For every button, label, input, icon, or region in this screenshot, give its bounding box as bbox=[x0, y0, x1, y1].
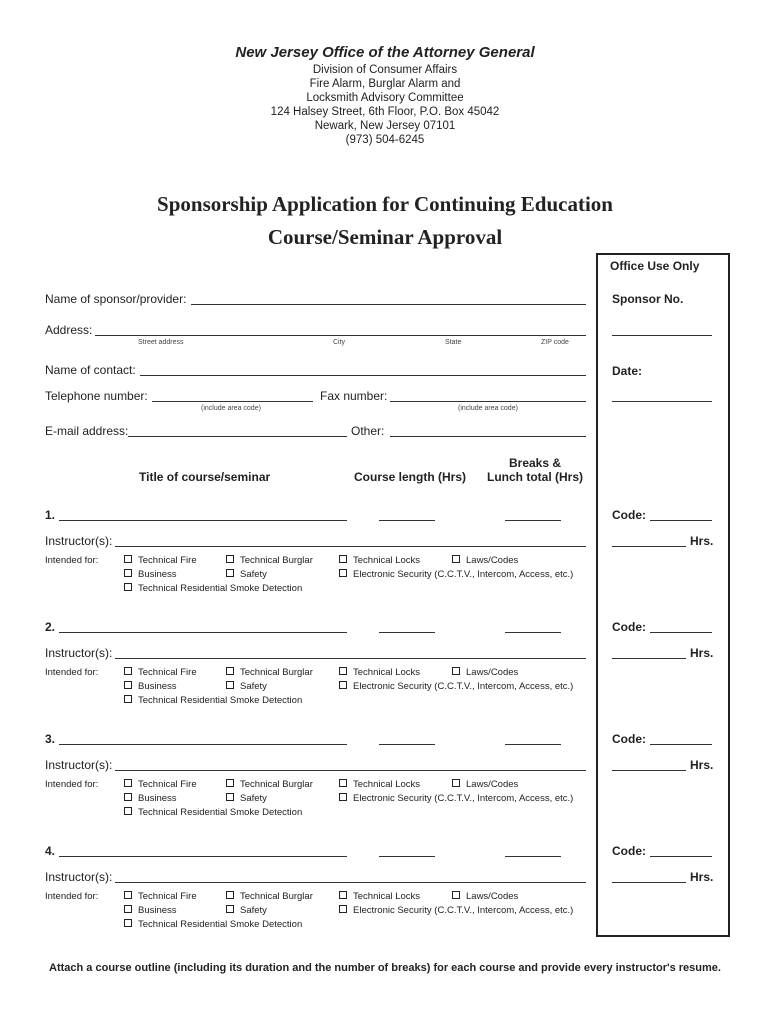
option-label: Laws/Codes bbox=[466, 555, 519, 566]
course-length-field[interactable] bbox=[379, 632, 435, 633]
option-label: Laws/Codes bbox=[466, 891, 519, 902]
sponsor-field[interactable] bbox=[191, 304, 586, 305]
option-label: Safety bbox=[240, 681, 267, 692]
option-label: Technical Burglar bbox=[240, 891, 313, 902]
code-label: Code: bbox=[612, 620, 646, 634]
address-label: Address: bbox=[45, 323, 93, 337]
option-label: Business bbox=[138, 569, 177, 580]
option-label: Safety bbox=[240, 905, 267, 916]
option-label: Electronic Security (C.C.T.V., Intercom, Access, etc.) bbox=[353, 569, 574, 580]
agency-address: 124 Halsey Street, 6th Floor, P.O. Box 45042 bbox=[270, 106, 500, 118]
form-title-line-1: Sponsorship Application for Continuing Education bbox=[157, 192, 613, 216]
checkbox-icon[interactable] bbox=[452, 667, 460, 675]
option-label: Technical Locks bbox=[353, 555, 421, 566]
code-label: Code: bbox=[612, 508, 646, 522]
address-field[interactable] bbox=[95, 335, 586, 336]
option-label: Electronic Security (C.C.T.V., Intercom, Access, etc.) bbox=[353, 905, 574, 916]
checkbox-icon[interactable] bbox=[124, 905, 132, 913]
telephone-label: Telephone number: bbox=[45, 389, 148, 403]
checkbox-icon[interactable] bbox=[452, 891, 460, 899]
instructors-field[interactable] bbox=[115, 658, 586, 659]
option-technical-fire[interactable] bbox=[124, 555, 197, 566]
other-field[interactable] bbox=[390, 436, 586, 437]
city-hint: City bbox=[333, 339, 346, 346]
checkbox-icon[interactable] bbox=[124, 667, 132, 675]
course-length-field[interactable] bbox=[379, 520, 435, 521]
instructors-label: Instructor(s): bbox=[45, 870, 113, 884]
email-field[interactable] bbox=[128, 436, 347, 437]
sponsor-no-field[interactable] bbox=[612, 335, 712, 336]
option-technical-burglar[interactable] bbox=[226, 667, 313, 678]
code-label: Code: bbox=[612, 732, 646, 746]
office-use-heading: Office Use Only bbox=[610, 259, 700, 273]
checkbox-icon[interactable] bbox=[339, 681, 347, 689]
intended-label: Intended for: bbox=[45, 891, 99, 902]
option-laws-codes[interactable] bbox=[452, 891, 518, 902]
option-label: Technical Fire bbox=[138, 555, 197, 566]
date-field[interactable] bbox=[612, 401, 712, 402]
instructors-field[interactable] bbox=[115, 882, 586, 883]
option-safety[interactable] bbox=[226, 681, 267, 692]
option-residential-smoke[interactable] bbox=[124, 583, 302, 594]
option-label: Safety bbox=[240, 793, 267, 804]
checkbox-icon[interactable] bbox=[339, 779, 347, 787]
option-safety[interactable] bbox=[226, 793, 267, 804]
option-label: Technical Residential Smoke Detection bbox=[138, 695, 303, 706]
checkbox-icon[interactable] bbox=[124, 891, 132, 899]
option-electronic-security[interactable] bbox=[339, 793, 573, 804]
checkbox-icon[interactable] bbox=[124, 569, 132, 577]
zip-hint: ZIP code bbox=[541, 339, 569, 346]
fax-label: Fax number: bbox=[320, 389, 388, 403]
code-field[interactable] bbox=[650, 856, 712, 857]
hours-field[interactable] bbox=[612, 546, 686, 547]
code-field[interactable] bbox=[650, 744, 712, 745]
option-technical-burglar[interactable] bbox=[226, 555, 313, 566]
course-number: 2. bbox=[45, 620, 56, 634]
code-label: Code: bbox=[612, 844, 646, 858]
hours-label: Hrs. bbox=[690, 646, 714, 660]
option-laws-codes[interactable] bbox=[452, 667, 518, 678]
checkbox-icon[interactable] bbox=[226, 779, 234, 787]
option-residential-smoke[interactable] bbox=[124, 807, 302, 818]
option-safety[interactable] bbox=[226, 905, 267, 916]
fax-hint: (include area code) bbox=[458, 405, 518, 412]
course-title-field[interactable] bbox=[59, 856, 347, 857]
option-label: Business bbox=[138, 681, 177, 692]
checkbox-icon[interactable] bbox=[226, 793, 234, 801]
option-label: Laws/Codes bbox=[466, 667, 519, 678]
column-length-header: Course length (Hrs) bbox=[354, 470, 467, 484]
instructors-label: Instructor(s): bbox=[45, 646, 113, 660]
checkbox-icon[interactable] bbox=[339, 667, 347, 675]
course-length-field[interactable] bbox=[379, 856, 435, 857]
instructors-label: Instructor(s): bbox=[45, 758, 113, 772]
course-breaks-field[interactable] bbox=[505, 632, 561, 633]
code-field[interactable] bbox=[650, 632, 712, 633]
instructors-label: Instructor(s): bbox=[45, 534, 113, 548]
option-residential-smoke[interactable] bbox=[124, 695, 302, 706]
hours-label: Hrs. bbox=[690, 534, 714, 548]
checkbox-icon[interactable] bbox=[124, 555, 132, 563]
option-label: Safety bbox=[240, 569, 267, 580]
contact-label: Name of contact: bbox=[45, 363, 136, 377]
intended-label: Intended for: bbox=[45, 555, 99, 566]
option-label: Technical Residential Smoke Detection bbox=[138, 583, 303, 594]
checkbox-icon[interactable] bbox=[339, 905, 347, 913]
hours-field[interactable] bbox=[612, 770, 686, 771]
option-technical-locks[interactable] bbox=[339, 891, 420, 902]
course-number: 3. bbox=[45, 732, 56, 746]
option-electronic-security[interactable] bbox=[339, 681, 573, 692]
option-label: Technical Fire bbox=[138, 667, 197, 678]
committee-line-1: Fire Alarm, Burglar Alarm and bbox=[309, 78, 461, 90]
course-number: 4. bbox=[45, 844, 56, 858]
checkbox-icon[interactable] bbox=[339, 569, 347, 577]
agency-title: New Jersey Office of the Attorney General bbox=[235, 44, 535, 61]
course-number: 1. bbox=[45, 508, 56, 522]
option-electronic-security[interactable] bbox=[339, 905, 573, 916]
column-title-header: Title of course/seminar bbox=[139, 470, 271, 484]
course-length-field[interactable] bbox=[379, 744, 435, 745]
option-label: Technical Fire bbox=[138, 891, 197, 902]
hours-field[interactable] bbox=[612, 658, 686, 659]
course-breaks-field[interactable] bbox=[505, 856, 561, 857]
committee-line-2: Locksmith Advisory Committee bbox=[306, 92, 464, 104]
option-label: Business bbox=[138, 793, 177, 804]
option-technical-locks[interactable] bbox=[339, 667, 420, 678]
option-label: Technical Locks bbox=[353, 779, 421, 790]
checkbox-icon[interactable] bbox=[339, 555, 347, 563]
option-label: Business bbox=[138, 905, 177, 916]
option-label: Technical Burglar bbox=[240, 667, 313, 678]
checkbox-icon[interactable] bbox=[226, 555, 234, 563]
checkbox-icon[interactable] bbox=[124, 695, 132, 703]
telephone-hint: (include area code) bbox=[201, 405, 261, 412]
checkbox-icon[interactable] bbox=[226, 667, 234, 675]
street-hint: Street address bbox=[138, 339, 184, 346]
option-label: Technical Locks bbox=[353, 891, 421, 902]
course-title-field[interactable] bbox=[59, 632, 347, 633]
option-technical-burglar[interactable] bbox=[226, 779, 313, 790]
course-breaks-field[interactable] bbox=[505, 520, 561, 521]
option-technical-fire[interactable] bbox=[124, 891, 197, 902]
fax-field[interactable] bbox=[390, 401, 586, 402]
intended-label: Intended for: bbox=[45, 667, 99, 678]
option-electronic-security[interactable] bbox=[339, 569, 573, 580]
agency-phone: (973) 504-6245 bbox=[345, 134, 425, 146]
option-business[interactable] bbox=[124, 681, 177, 692]
column-breaks-header-1: Breaks & bbox=[508, 456, 562, 470]
option-business[interactable] bbox=[124, 569, 177, 580]
code-field[interactable] bbox=[650, 520, 712, 521]
other-label: Other: bbox=[351, 424, 385, 438]
option-business[interactable] bbox=[124, 793, 177, 804]
telephone-field[interactable] bbox=[152, 401, 313, 402]
option-label: Technical Residential Smoke Detection bbox=[138, 807, 303, 818]
checkbox-icon[interactable] bbox=[124, 793, 132, 801]
checkbox-icon[interactable] bbox=[226, 905, 234, 913]
option-technical-locks[interactable] bbox=[339, 555, 420, 566]
option-label: Electronic Security (C.C.T.V., Intercom, Access, etc.) bbox=[353, 681, 574, 692]
agency-city: Newark, New Jersey 07101 bbox=[314, 120, 456, 132]
option-label: Technical Fire bbox=[138, 779, 197, 790]
checkbox-icon[interactable] bbox=[339, 891, 347, 899]
hours-label: Hrs. bbox=[690, 870, 714, 884]
option-label: Electronic Security (C.C.T.V., Intercom, Access, etc.) bbox=[353, 793, 574, 804]
checkbox-icon[interactable] bbox=[124, 583, 132, 591]
option-technical-locks[interactable] bbox=[339, 779, 420, 790]
option-laws-codes[interactable] bbox=[452, 779, 518, 790]
checkbox-icon[interactable] bbox=[226, 891, 234, 899]
course-title-field[interactable] bbox=[59, 520, 347, 521]
email-label: E-mail address: bbox=[45, 424, 129, 438]
checkbox-icon[interactable] bbox=[124, 919, 132, 927]
course-title-field[interactable] bbox=[59, 744, 347, 745]
checkbox-icon[interactable] bbox=[124, 681, 132, 689]
hours-field[interactable] bbox=[612, 882, 686, 883]
sponsor-no-label: Sponsor No. bbox=[612, 292, 684, 306]
form-title-line-2: Course/Seminar Approval bbox=[267, 225, 503, 249]
division-line: Division of Consumer Affairs bbox=[312, 64, 458, 76]
checkbox-icon[interactable] bbox=[124, 779, 132, 787]
hours-label: Hrs. bbox=[690, 758, 714, 772]
option-technical-burglar[interactable] bbox=[226, 891, 313, 902]
date-label: Date: bbox=[612, 364, 643, 378]
option-safety[interactable] bbox=[226, 569, 267, 580]
state-hint: State bbox=[445, 339, 462, 346]
option-business[interactable] bbox=[124, 905, 177, 916]
office-use-box bbox=[596, 253, 730, 937]
column-breaks-header-2: Lunch total (Hrs) bbox=[487, 470, 583, 484]
option-label: Technical Burglar bbox=[240, 555, 313, 566]
sponsor-label: Name of sponsor/provider: bbox=[45, 292, 187, 306]
option-label: Technical Residential Smoke Detection bbox=[138, 919, 303, 930]
instructors-field[interactable] bbox=[115, 770, 586, 771]
checkbox-icon[interactable] bbox=[452, 779, 460, 787]
checkbox-icon[interactable] bbox=[226, 681, 234, 689]
option-technical-fire[interactable] bbox=[124, 779, 197, 790]
course-breaks-field[interactable] bbox=[505, 744, 561, 745]
instructors-field[interactable] bbox=[115, 546, 586, 547]
option-label: Technical Locks bbox=[353, 667, 421, 678]
footer-note: Attach a course outline (including its duration and the number of breaks) for each course and provide every instructor's resume. bbox=[49, 962, 721, 974]
checkbox-icon[interactable] bbox=[339, 793, 347, 801]
option-label: Laws/Codes bbox=[466, 779, 519, 790]
checkbox-icon[interactable] bbox=[452, 555, 460, 563]
intended-label: Intended for: bbox=[45, 779, 99, 790]
checkbox-icon[interactable] bbox=[124, 807, 132, 815]
option-laws-codes[interactable] bbox=[452, 555, 518, 566]
option-residential-smoke[interactable] bbox=[124, 919, 302, 930]
contact-field[interactable] bbox=[140, 375, 586, 376]
checkbox-icon[interactable] bbox=[226, 569, 234, 577]
option-technical-fire[interactable] bbox=[124, 667, 197, 678]
option-label: Technical Burglar bbox=[240, 779, 313, 790]
